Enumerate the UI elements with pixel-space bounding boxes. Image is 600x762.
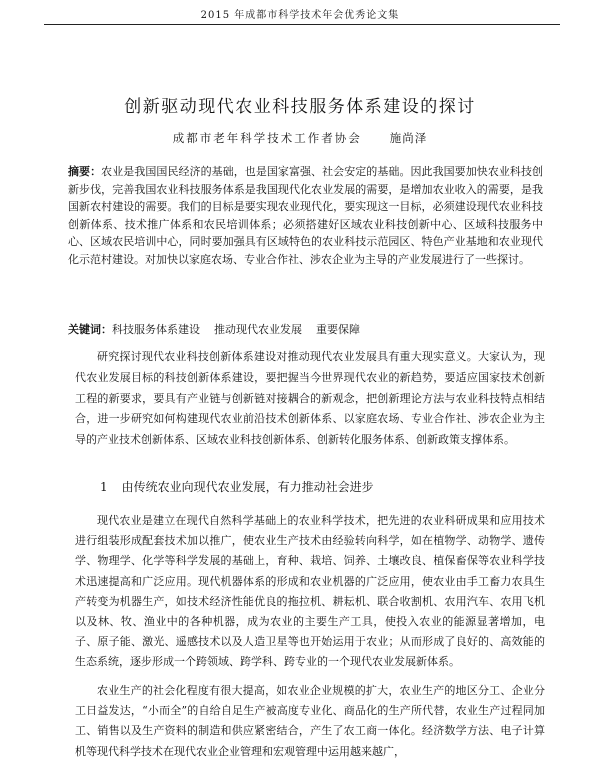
abstract-label: 摘要：	[68, 165, 102, 178]
keyword: 推动现代农业发展	[214, 323, 302, 336]
abstract-text: 农业是我国国民经济的基础，也是国家富强、社会安定的基础。因此我国要加快农业科技创新步伐，完善我国农业科技服务体系是我国现代化农业发展的需要，是增加农业收入的需要，是我国新农村建设的需要。我们的目标是要实现农业现代化，要实现这一目标，必须建设现代农业科技创新体系、技术推广体系和农民培训体系；必须搭建好区域农业科技创新中心、区域科技服务中心、区域农民培训中心，同时要加强具有区域特色的农业科技示范园区、特色产业基地和农业现代化示范村建设。对加快以家庭农场、专业合作社、涉农企业为主导的产业发展进行了一些探讨。	[68, 165, 544, 266]
paper-title: 创新驱动现代农业科技服务体系建设的探讨	[124, 97, 476, 117]
running-header: 2015 年成都市科学技术年会优秀论文集	[200, 10, 400, 21]
intro-paragraph: 研究探讨现代农业科技创新体系建设对推动现代农业发展具有重大现实意义。大家认为，现代农业发展目标的科技创新体系建设，要把握当今世界现代农业的新趋势，要适应国家技术创新工程的新要求，要具有产业链与创新链对接耦合的新观念，把创新理论方法与农业科技特点相结合，进一步研究如何构建现代农业前沿技术创新体系、以家庭农场、专业合作社、涉农企业为主导的产业技术创新体系、区域农业科技创新体系、创新转化服务体系、创新政策支撑体系。	[75, 350, 545, 447]
keywords-label: 关键词：	[68, 323, 112, 336]
section-heading	[100, 478, 540, 495]
keywords	[68, 321, 543, 338]
section-title: 由传统农业向现代农业发展，有力推动社会进步	[121, 480, 374, 494]
body-paragraph: 农业生产的社会化程度有很大提高，如农业企业规模的扩大，农业生产的地区分工、企业分工日益发达，“小而全”的自给自足生产被高度专业化、商品化的生产所代替，农业生产过程同加工、销售以及生产资料的制造和供应紧密结合，产生了农工商一体化。经济数学方法、电子计算机等现代科学技术在现代农业企业管理和宏观管理中运用越来越广，	[75, 684, 545, 758]
header-rule	[44, 24, 560, 25]
keyword: 重要保障	[316, 323, 360, 336]
abstract	[68, 163, 543, 269]
author-name: 施尚泽	[389, 131, 428, 145]
author-organization: 成都市老年科学技术工作者协会	[172, 131, 362, 145]
section-number: 1	[100, 480, 108, 494]
body-paragraph: 现代农业是建立在现代自然科学基础上的农业科学技术，把先进的农业科研成果和应用技术进行组装形成配套技术加以推广，使农业生产技术由经验转向科学，如在植物学、动物学、遗传学、物理学、化学等科学发展的基础上，育种、栽培、饲养、土壤改良、植保畜保等农业科学技术迅速提高和广泛应用。现代机器体系的形成和农业机器的广泛应用，使农业由手工畜力农具生产转变为机器生产，如技术经济性能优良的拖拉机、耕耘机、联合收割机、农用汽车、农用飞机以及林、牧、渔业中的各种机器，成为农业的主要生产工具，使投入农业的能源显著增加，电子、原子能、激光、遥感技术以及人造卫星等也开始运用于农业；从而形成了良好的、高效能的生态系统，逐步形成一个跨领域、跨学科、跨专业的一个现代农业发展新体系。	[75, 514, 545, 669]
author-line	[0, 130, 600, 146]
keyword: 科技服务体系建设	[112, 323, 200, 336]
